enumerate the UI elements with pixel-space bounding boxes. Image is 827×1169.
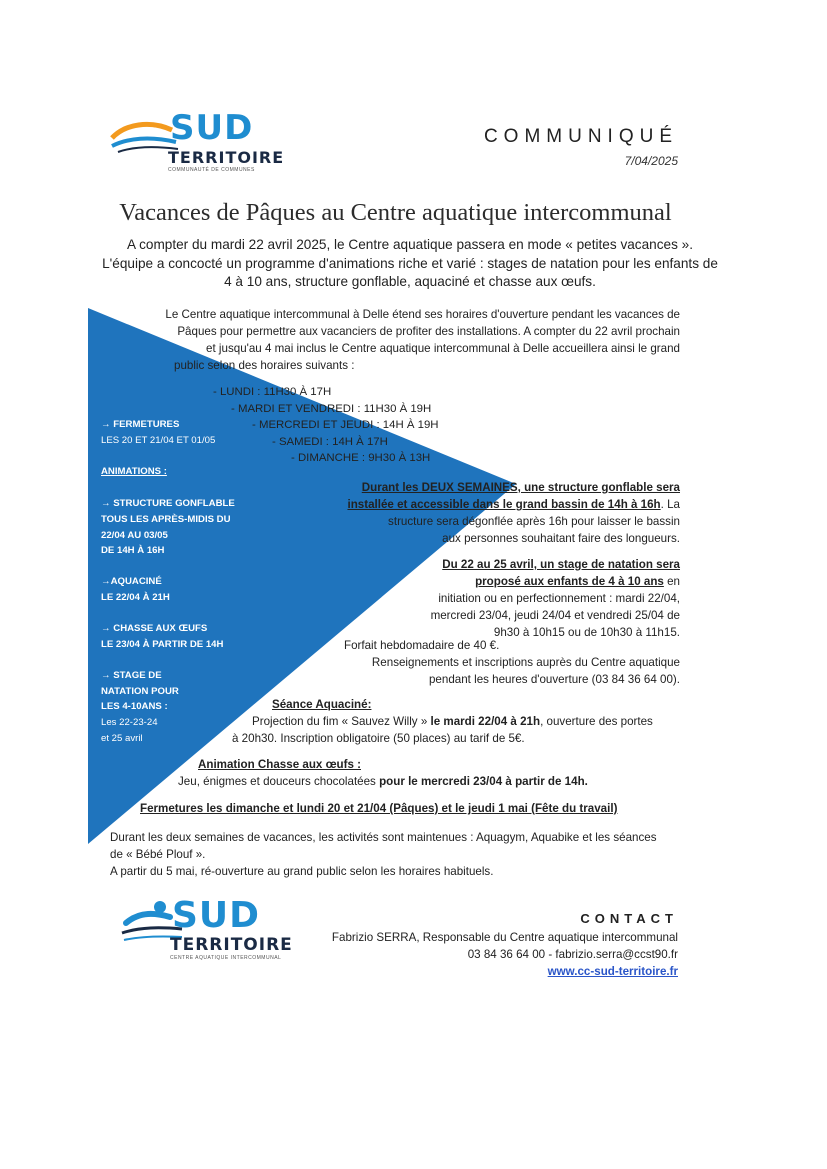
- stage-renseignements-2: pendant les heures d'ouverture (03 84 36 64 00).: [428, 673, 680, 686]
- contact-phone-email: 03 84 36 64 00 - fabrizio.serra@ccst90.fr: [467, 948, 678, 961]
- stage-line-4: mercredi 23/04, jeudi 24/04 et vendredi 25/04 de: [430, 609, 680, 622]
- logo-tagline: COMMUNAUTÉ DE COMMUNES: [168, 167, 255, 173]
- contact-heading: CONTACT: [580, 911, 678, 926]
- stage-bold-1: Du 22 au 25 avril, un stage de natation sera: [442, 558, 680, 571]
- page-title: Vacances de Pâques au Centre aquatique intercommunal: [119, 199, 672, 226]
- chasse-line-1: [178, 773, 588, 790]
- stage-bold-2: proposé aux enfants de 4 à 10 ans: [475, 575, 664, 588]
- horaire-mardi-vendredi: - MARDI ET VENDREDI : 11H30 À 19H: [231, 403, 432, 415]
- chasse-line-1a: Jeu, énigmes et douceurs chocolatées: [178, 775, 380, 788]
- gonflable-rest-2: . La: [660, 498, 680, 511]
- horaire-samedi: - SAMEDI : 14H À 17H: [272, 436, 388, 448]
- gonflable-paragraph: [300, 479, 680, 547]
- footer-logo-sud-text: SUD: [172, 895, 261, 936]
- sidebar-animations-title: ANIMATIONS :: [101, 466, 167, 477]
- sidebar-aquacine-1: →AQUACINÉ: [101, 576, 162, 587]
- chasse-title: Animation Chasse aux œufs :: [198, 758, 361, 771]
- doc-date: 7/04/2025: [624, 154, 678, 168]
- footer-logo: [120, 895, 300, 961]
- sidebar-stage-1: → STAGE DE: [101, 670, 162, 681]
- stage-line-3: initiation ou en perfectionnement : mardi 22/04,: [438, 592, 680, 605]
- website-link[interactable]: www.cc-sud-territoire.fr: [547, 965, 678, 978]
- sidebar-structure-3: 22/04 AU 03/05: [101, 530, 168, 541]
- aquacine-line-1a: Projection du fim « Sauvez Willy »: [252, 715, 431, 728]
- contact-name: Fabrizio SERRA, Responsable du Centre aquatique intercommunal: [331, 931, 678, 944]
- stage-renseignements: [300, 654, 680, 688]
- para1-line2: Pâques pour permettre aux vacanciers de profiter des installations. A compter du 22 avril prochain: [177, 325, 680, 338]
- stage-forfait: Forfait hebdomadaire de 40 €.: [344, 639, 500, 652]
- gonflable-line-3: structure sera dégonflée après 16h pour laisser le bassin: [388, 515, 680, 528]
- sidebar-chasse-1: → CHASSE AUX ŒUFS: [101, 623, 208, 634]
- gonflable-bold-1: Durant les DEUX SEMAINES, une structure gonflable sera: [361, 481, 680, 494]
- sidebar-structure-1: → STRUCTURE GONFLABLE: [101, 498, 235, 509]
- logo-territoire-text: TERRITOIRE: [168, 148, 285, 167]
- sidebar-stage-4: Les 22-23-24: [101, 717, 158, 728]
- gonflable-bold-2: installée et accessible dans le grand bassin de 14h à 16h: [347, 498, 661, 511]
- sidebar-aquacine-2: LE 22/04 À 21H: [101, 592, 170, 603]
- gonflable-line-4: aux personnes souhaitant faire des longueurs.: [442, 532, 680, 545]
- closing-line-3: A partir du 5 mai, ré-ouverture au grand public selon les horaires habituels.: [110, 865, 494, 878]
- fermetures-line: Fermetures les dimanche et lundi 20 et 21/04 (Pâques) et le jeudi 1 mai (Fête du travail): [140, 802, 618, 815]
- sidebar-stage-5: et 25 avril: [101, 733, 143, 744]
- aquacine-line-1b: le mardi 22/04 à 21h: [430, 715, 541, 728]
- stage-line-5: 9h30 à 10h15 ou de 10h30 à 11h15.: [493, 626, 680, 639]
- chasse-line-1b: pour le mercredi 23/04 à partir de 14h.: [379, 775, 588, 788]
- sidebar-chasse-2: LE 23/04 À PARTIR DE 14H: [101, 639, 224, 650]
- doc-type-heading: COMMUNIQUÉ: [483, 126, 678, 147]
- logo-sud-text: SUD: [170, 108, 254, 148]
- sidebar-stage-2: NATATION POUR: [101, 686, 179, 697]
- horaire-mercredi-jeudi: - MERCREDI ET JEUDI : 14H À 19H: [252, 419, 439, 431]
- stage-paragraph: [380, 556, 680, 641]
- header-logo: [110, 108, 290, 176]
- horaire-dimanche: - DIMANCHE : 9H30 À 13H: [291, 452, 431, 464]
- stage-renseignements-1: Renseignements et inscriptions auprès du Centre aquatique: [371, 656, 680, 669]
- footer-logo-territoire-text: TERRITOIRE: [170, 935, 293, 955]
- aquacine-line-1c: , ouverture des portes: [540, 715, 653, 728]
- para1-line3: et jusqu'au 4 mai inclus le Centre aquatique intercommunal à Delle accueillera ainsi le grand: [206, 342, 680, 355]
- intro-paragraph: A compter du mardi 22 avril 2025, le Centre aquatique passera en mode « petites vacances ». L'équipe a concocté un programme d'animations riche et varié : stages de natation pour les enfants de 4 à 10 ans, structure gonflable, aquaciné et chasse aux œufs.: [102, 237, 718, 289]
- sidebar-fermetures-dates: LES 20 ET 21/04 ET 01/05: [101, 435, 216, 446]
- sidebar-fermetures-title: → FERMETURES: [101, 419, 180, 430]
- aquacine-line-2: à 20h30. Inscription obligatoire (50 places) au tarif de 5€.: [232, 732, 525, 745]
- sidebar-structure-2: TOUS LES APRÈS-MIDIS DU: [101, 514, 231, 525]
- aquacine-line-1: [252, 713, 653, 730]
- closing-line-1: Durant les deux semaines de vacances, les activités sont maintenues : Aquagym, Aquabike et les séances: [110, 831, 657, 844]
- aquacine-title: Séance Aquaciné:: [272, 698, 372, 711]
- sidebar-stage-3: LES 4-10ANS :: [101, 701, 168, 712]
- stage-rest-2: en: [663, 575, 680, 588]
- sidebar-structure-4: DE 14H À 16H: [101, 545, 165, 556]
- horaire-lundi: - LUNDI : 11H30 À 17H: [213, 386, 332, 398]
- footer-logo-tagline: CENTRE AQUATIQUE INTERCOMMUNAL: [170, 955, 282, 961]
- para1-line1: Le Centre aquatique intercommunal à Delle étend ses horaires d'ouverture pendant les vacances de: [165, 308, 680, 321]
- para1-line4: public selon des horaires suivants :: [174, 359, 355, 372]
- closing-line-2: de « Bébé Plouf ».: [110, 848, 206, 861]
